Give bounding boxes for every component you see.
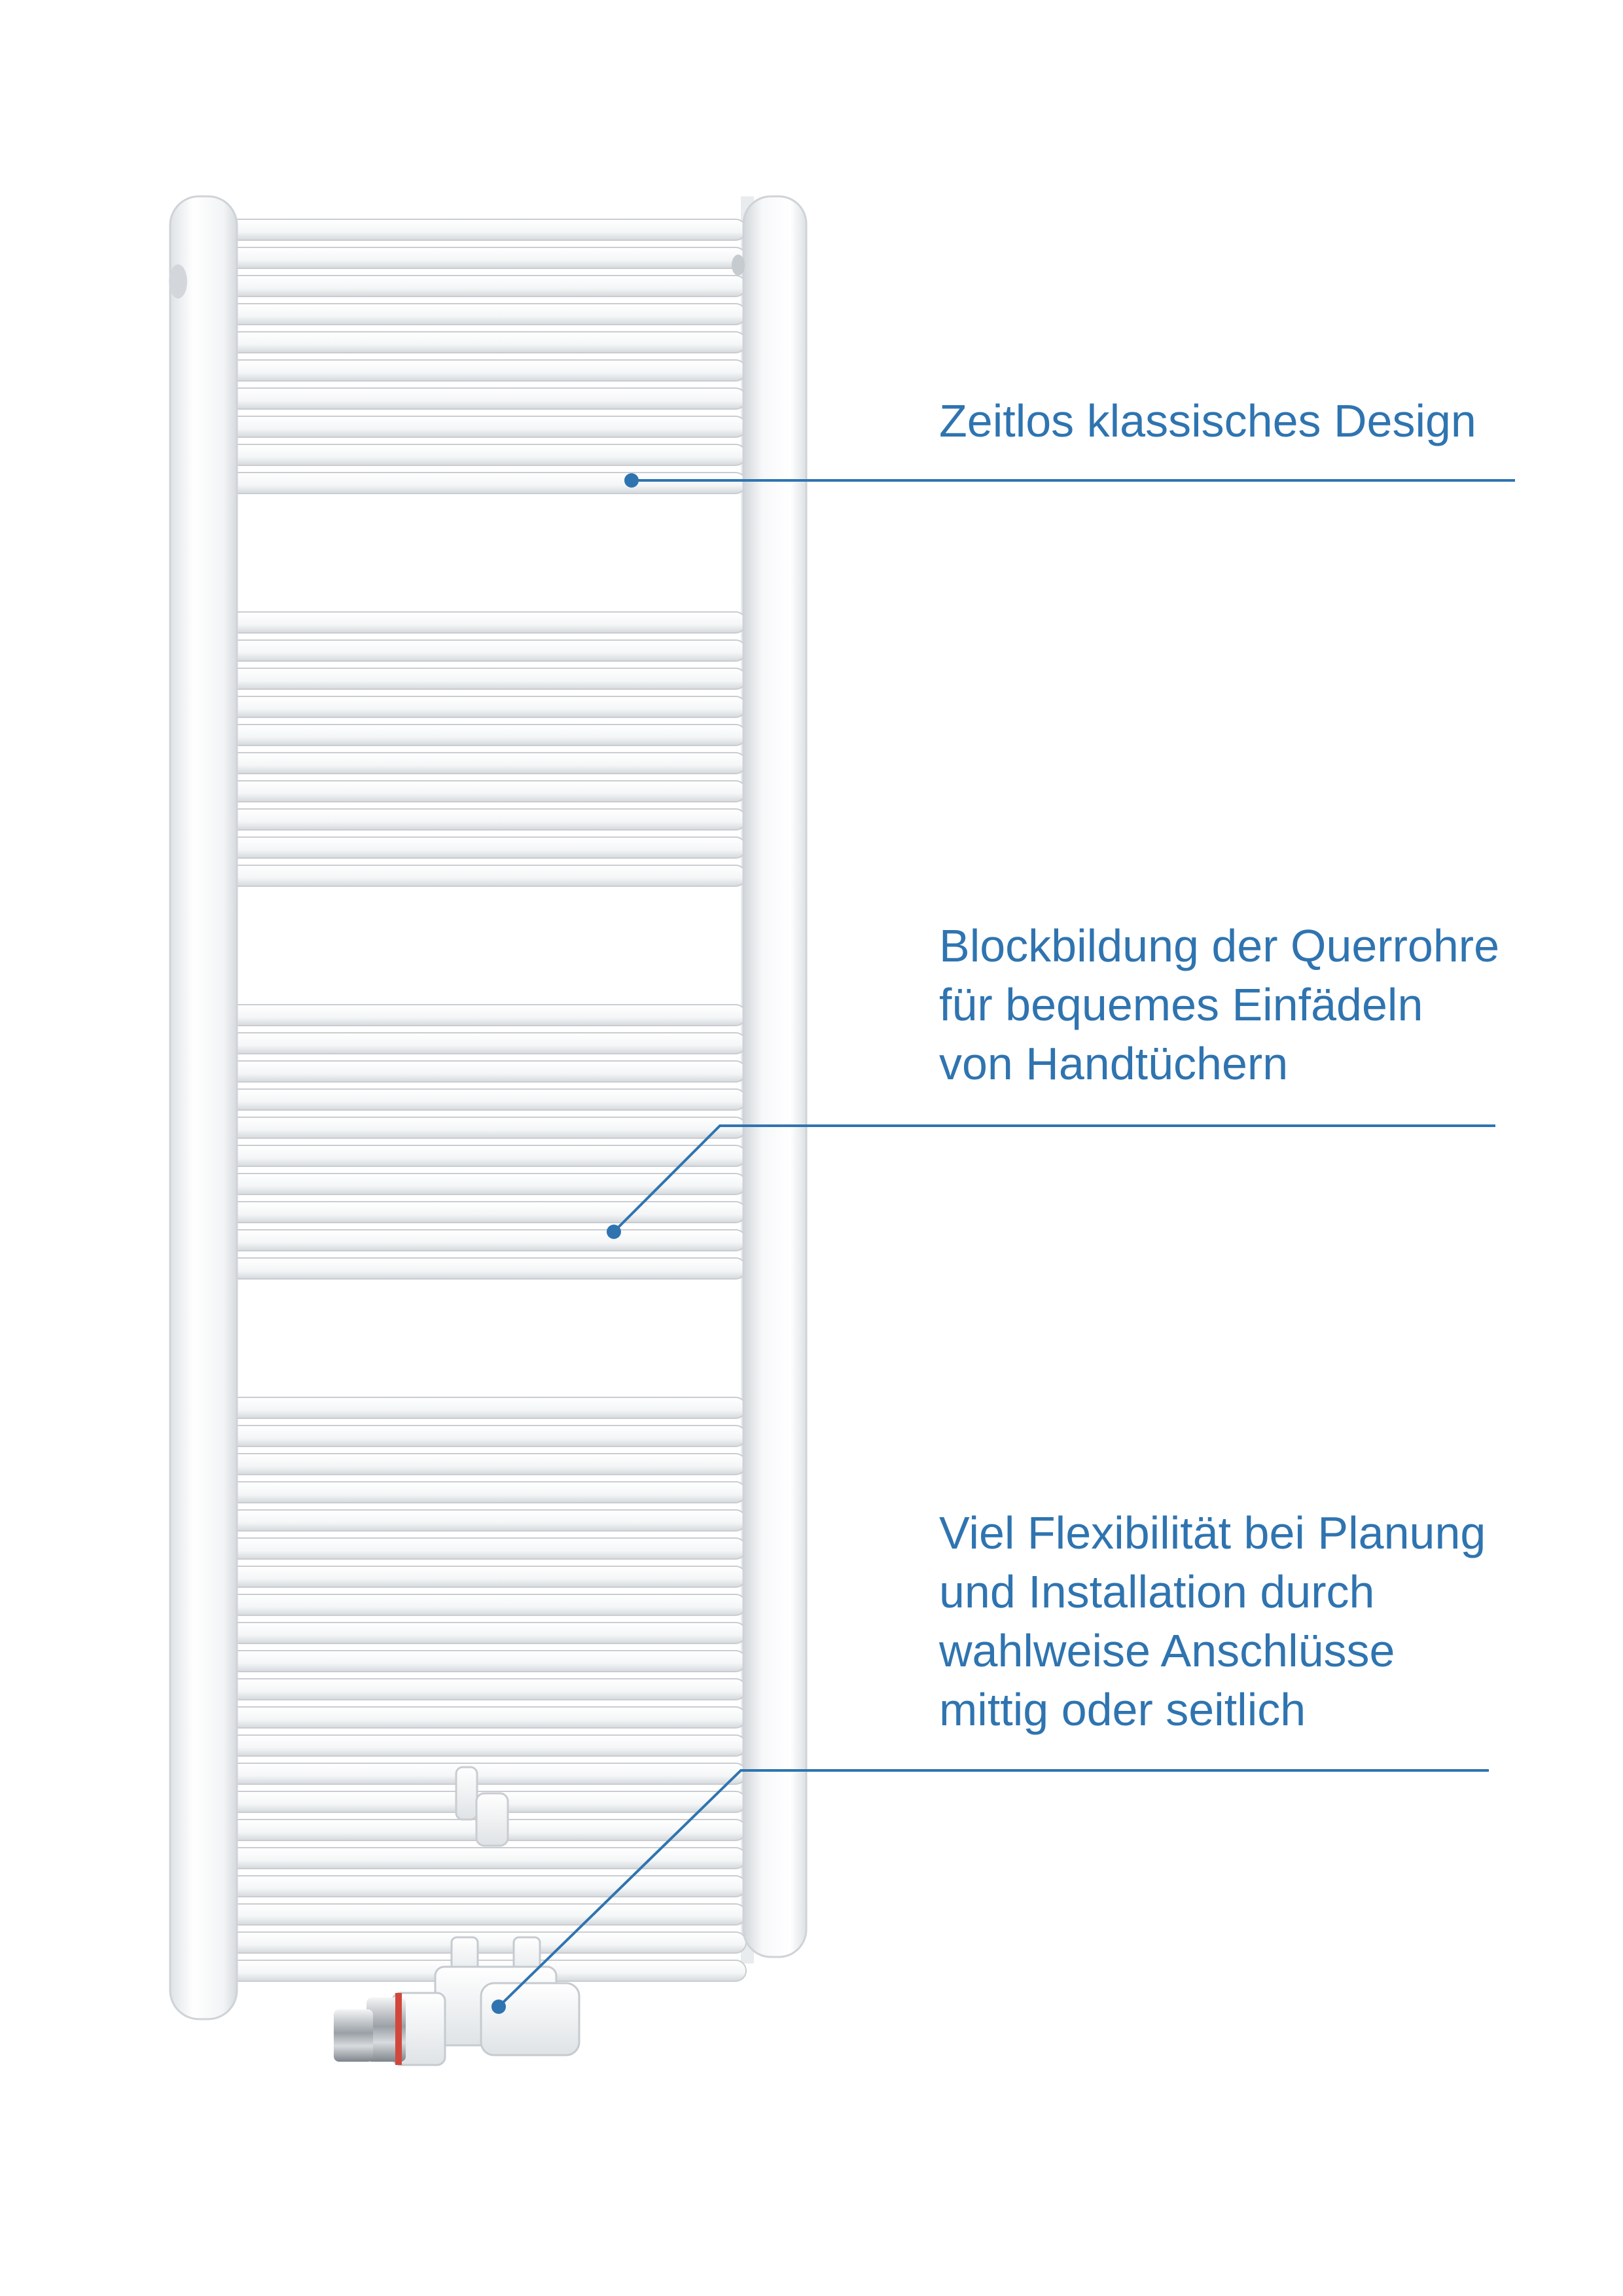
cross-tube bbox=[223, 388, 746, 409]
cross-tube bbox=[223, 444, 746, 465]
cross-tubes bbox=[223, 219, 746, 1981]
vent-fitting bbox=[169, 264, 187, 298]
cross-tube bbox=[223, 1258, 746, 1279]
cross-tube bbox=[223, 1397, 746, 1418]
cross-tube bbox=[223, 1904, 746, 1925]
cross-tube bbox=[223, 1707, 746, 1728]
callout-line: wahlweise Anschlüsse bbox=[939, 1625, 1395, 1676]
cross-tube bbox=[223, 1089, 746, 1110]
cross-tube bbox=[223, 276, 746, 296]
cross-tube bbox=[223, 247, 746, 268]
cross-tube bbox=[223, 668, 746, 689]
callout-line: für bequemes Einfädeln bbox=[939, 979, 1423, 1030]
cross-tube bbox=[223, 696, 746, 717]
callout-line: mittig oder seitlich bbox=[939, 1684, 1306, 1735]
cross-tube bbox=[223, 640, 746, 661]
callout-design bbox=[939, 391, 1476, 450]
cross-tube bbox=[223, 1932, 746, 1953]
cross-tube bbox=[223, 219, 746, 240]
leader-dot-1 bbox=[624, 473, 639, 488]
cross-tube bbox=[223, 1426, 746, 1446]
callout-line: Viel Flexibilität bei Planung bbox=[939, 1507, 1486, 1558]
cross-tube bbox=[223, 360, 746, 381]
vent-fitting bbox=[732, 255, 745, 276]
connection-valve bbox=[334, 1937, 579, 2065]
cross-tube bbox=[223, 1623, 746, 1643]
cross-tube bbox=[223, 304, 746, 325]
cross-tube bbox=[223, 473, 746, 493]
cross-tube bbox=[223, 837, 746, 858]
leader-dot-3 bbox=[491, 2000, 506, 2014]
cross-tube bbox=[223, 1202, 746, 1223]
callout-tube-blocks bbox=[939, 916, 1499, 1093]
cross-tube bbox=[223, 1538, 746, 1559]
callout-line: und Installation durch bbox=[939, 1566, 1375, 1617]
cross-tube bbox=[223, 1594, 746, 1615]
cross-tube bbox=[223, 725, 746, 745]
cross-tube bbox=[223, 1454, 746, 1475]
cross-tube bbox=[223, 1145, 746, 1166]
cross-tube bbox=[223, 1482, 746, 1503]
leader-dot-2 bbox=[607, 1225, 621, 1239]
cross-tube bbox=[223, 1651, 746, 1672]
cross-tube bbox=[223, 865, 746, 886]
callout-line: Zeitlos klassisches Design bbox=[939, 395, 1476, 446]
cross-tube bbox=[223, 1061, 746, 1082]
cross-tube bbox=[223, 1033, 746, 1054]
callout-line: von Handtüchern bbox=[939, 1038, 1289, 1089]
right-collector bbox=[743, 196, 806, 1957]
cross-tube bbox=[223, 1566, 746, 1587]
cross-tube bbox=[223, 1876, 746, 1897]
cross-tube bbox=[223, 753, 746, 774]
callout-line: Blockbildung der Querrohre bbox=[939, 920, 1500, 971]
cross-tube bbox=[223, 332, 746, 353]
cross-tube bbox=[223, 1735, 746, 1756]
cross-tube bbox=[223, 1848, 746, 1869]
cross-tube bbox=[223, 612, 746, 633]
cross-tube bbox=[223, 1230, 746, 1251]
left-collector bbox=[170, 196, 237, 2019]
cross-tube bbox=[223, 1005, 746, 1026]
callout-flexibility bbox=[939, 1503, 1486, 1739]
cross-tube bbox=[223, 1117, 746, 1138]
cross-tube bbox=[223, 1510, 746, 1531]
cross-tube bbox=[223, 1679, 746, 1700]
cross-tube bbox=[223, 781, 746, 802]
cross-tube bbox=[223, 416, 746, 437]
cross-tube bbox=[223, 1763, 746, 1784]
cross-tube bbox=[223, 809, 746, 830]
